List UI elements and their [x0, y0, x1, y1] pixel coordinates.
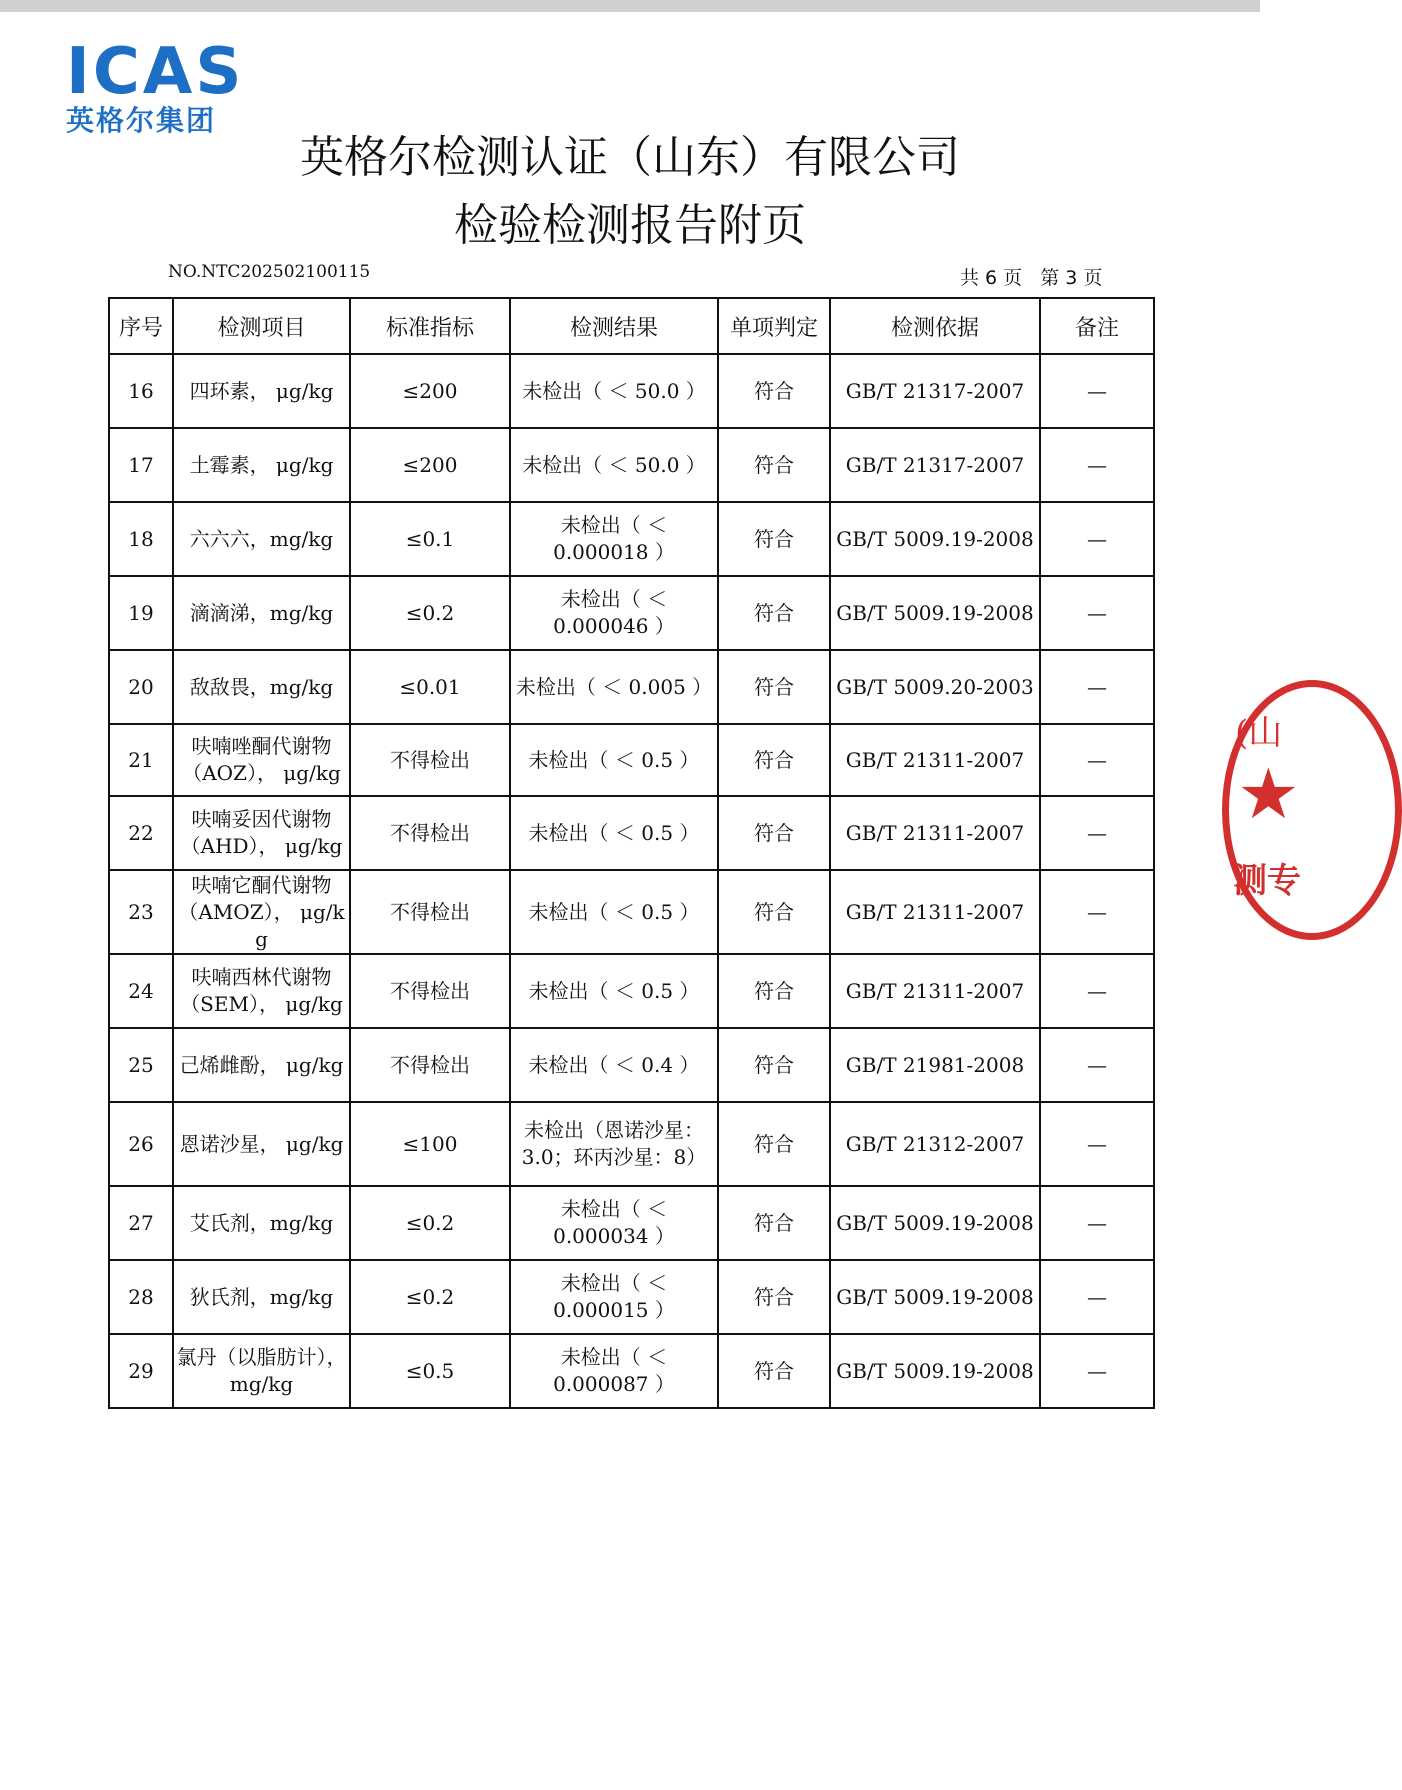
cell-item: 呋喃妥因代谢物（AHD）， μg/kg	[173, 796, 350, 870]
cell-judgement: 符合	[718, 354, 830, 428]
cell-note: —	[1040, 1186, 1154, 1260]
cell-item: 呋喃唑酮代谢物（AOZ）， μg/kg	[173, 724, 350, 796]
cell-standard: ≤100	[350, 1102, 510, 1186]
cell-note: —	[1040, 502, 1154, 576]
table-row	[109, 1028, 1154, 1102]
cell-item: 氯丹（以脂肪计），mg/kg	[173, 1334, 350, 1408]
cell-item: 狄氏剂，mg/kg	[173, 1260, 350, 1334]
cell-standard: ≤0.5	[350, 1334, 510, 1408]
table-row	[109, 502, 1154, 576]
cell-note: —	[1040, 724, 1154, 796]
cell-basis: GB/T 21317-2007	[830, 428, 1040, 502]
cell-basis: GB/T 5009.19-2008	[830, 1334, 1040, 1408]
cell-no: 20	[109, 650, 173, 724]
table-row	[109, 870, 1154, 954]
logo-mark: ICAS	[66, 35, 245, 109]
cell-item: 敌敌畏，mg/kg	[173, 650, 350, 724]
cell-item: 土霉素， μg/kg	[173, 428, 350, 502]
cell-no: 17	[109, 428, 173, 502]
cell-result: 未检出（ ＜ 50.0 ）	[510, 354, 718, 428]
cell-note: —	[1040, 576, 1154, 650]
cell-result: 未检出（ ＜ 0.005 ）	[510, 650, 718, 724]
cell-basis: GB/T 21311-2007	[830, 954, 1040, 1028]
page-total: 共 6 页	[960, 267, 1023, 289]
cell-basis: GB/T 5009.19-2008	[830, 576, 1040, 650]
cell-standard: ≤0.01	[350, 650, 510, 724]
header-item: 检测项目	[173, 298, 350, 354]
cell-no: 29	[109, 1334, 173, 1408]
cell-result: 未检出（ ＜ 0.5 ）	[510, 954, 718, 1028]
cell-judgement: 符合	[718, 1260, 830, 1334]
red-seal-stamp	[1222, 680, 1402, 940]
cell-item: 四环素， μg/kg	[173, 354, 350, 428]
cell-judgement: 符合	[718, 428, 830, 502]
cell-no: 18	[109, 502, 173, 576]
cell-judgement: 符合	[718, 502, 830, 576]
cell-result: 未检出（ ＜ 0.000015 ）	[510, 1260, 718, 1334]
cell-basis: GB/T 21981-2008	[830, 1028, 1040, 1102]
cell-judgement: 符合	[718, 870, 830, 954]
table-row	[109, 354, 1154, 428]
top-scroll-bar	[0, 0, 1260, 12]
cell-standard: 不得检出	[350, 796, 510, 870]
cell-no: 21	[109, 724, 173, 796]
header-basis: 检测依据	[830, 298, 1040, 354]
cell-item: 呋喃它酮代谢物（AMOZ）， μg/kg	[173, 870, 350, 954]
page-current: 第 3 页	[1040, 267, 1103, 289]
report-number: NO.NTC202502100115	[168, 262, 371, 282]
cell-basis: GB/T 21312-2007	[830, 1102, 1040, 1186]
cell-item: 六六六，mg/kg	[173, 502, 350, 576]
cell-no: 26	[109, 1102, 173, 1186]
company-title: 英格尔检测认证（山东）有限公司	[300, 132, 960, 183]
cell-basis: GB/T 5009.19-2008	[830, 502, 1040, 576]
header-note: 备注	[1040, 298, 1154, 354]
cell-result: 未检出（ ＜ 50.0 ）	[510, 428, 718, 502]
cell-no: 23	[109, 870, 173, 954]
header-result: 检测结果	[510, 298, 718, 354]
cell-basis: GB/T 21317-2007	[830, 354, 1040, 428]
page-info	[960, 263, 1114, 290]
header-standard: 标准指标	[350, 298, 510, 354]
cell-standard: 不得检出	[350, 870, 510, 954]
cell-item: 滴滴涕，mg/kg	[173, 576, 350, 650]
cell-note: —	[1040, 1028, 1154, 1102]
results-table	[108, 297, 1155, 1409]
cell-note: —	[1040, 428, 1154, 502]
cell-basis: GB/T 5009.20-2003	[830, 650, 1040, 724]
cell-result: 未检出（ ＜ 0.5 ）	[510, 870, 718, 954]
cell-standard: ≤0.2	[350, 1186, 510, 1260]
cell-basis: GB/T 21311-2007	[830, 870, 1040, 954]
star-icon: ★	[1237, 753, 1300, 835]
logo-subtitle: 英格尔集团	[66, 104, 217, 137]
cell-note: —	[1040, 650, 1154, 724]
cell-standard: 不得检出	[350, 724, 510, 796]
cell-basis: GB/T 5009.19-2008	[830, 1260, 1040, 1334]
cell-item: 艾氏剂，mg/kg	[173, 1186, 350, 1260]
table-row	[109, 576, 1154, 650]
cell-judgement: 符合	[718, 576, 830, 650]
header-judgement: 单项判定	[718, 298, 830, 354]
cell-note: —	[1040, 1102, 1154, 1186]
cell-standard: ≤0.2	[350, 1260, 510, 1334]
cell-result: 未检出（ ＜ 0.5 ）	[510, 796, 718, 870]
cell-judgement: 符合	[718, 1334, 830, 1408]
cell-standard: 不得检出	[350, 954, 510, 1028]
cell-no: 22	[109, 796, 173, 870]
cell-no: 19	[109, 576, 173, 650]
cell-item: 呋喃西林代谢物（SEM）， μg/kg	[173, 954, 350, 1028]
cell-result: 未检出（ ＜ 0.4 ）	[510, 1028, 718, 1102]
report-title: 检验检测报告附页	[454, 200, 806, 251]
cell-no: 25	[109, 1028, 173, 1102]
table-row	[109, 796, 1154, 870]
cell-standard: ≤200	[350, 354, 510, 428]
cell-result: 未检出（ ＜ 0.000018 ）	[510, 502, 718, 576]
cell-standard: ≤200	[350, 428, 510, 502]
cell-standard: ≤0.2	[350, 576, 510, 650]
cell-standard: 不得检出	[350, 1028, 510, 1102]
table-row	[109, 954, 1154, 1028]
cell-no: 27	[109, 1186, 173, 1260]
cell-basis: GB/T 5009.19-2008	[830, 1186, 1040, 1260]
cell-note: —	[1040, 1334, 1154, 1408]
stamp-text-middle: 测专	[1233, 861, 1301, 901]
cell-judgement: 符合	[718, 954, 830, 1028]
cell-basis: GB/T 21311-2007	[830, 724, 1040, 796]
table-row	[109, 428, 1154, 502]
stamp-text-top: (山	[1235, 713, 1283, 753]
cell-note: —	[1040, 1260, 1154, 1334]
icas-logo	[66, 35, 246, 140]
cell-result: 未检出（ ＜ 0.000087 ）	[510, 1334, 718, 1408]
cell-item: 己烯雌酚， μg/kg	[173, 1028, 350, 1102]
table-row	[109, 724, 1154, 796]
cell-note: —	[1040, 796, 1154, 870]
cell-no: 16	[109, 354, 173, 428]
cell-result: 未检出（恩诺沙星：3.0；环丙沙星：8）	[510, 1102, 718, 1186]
cell-judgement: 符合	[718, 1186, 830, 1260]
table-row	[109, 650, 1154, 724]
cell-no: 28	[109, 1260, 173, 1334]
cell-note: —	[1040, 870, 1154, 954]
table-header-row	[109, 298, 1154, 354]
header-no: 序号	[109, 298, 173, 354]
cell-judgement: 符合	[718, 1102, 830, 1186]
cell-judgement: 符合	[718, 724, 830, 796]
cell-note: —	[1040, 954, 1154, 1028]
cell-result: 未检出（ ＜ 0.000034 ）	[510, 1186, 718, 1260]
cell-note: —	[1040, 354, 1154, 428]
cell-result: 未检出（ ＜ 0.5 ）	[510, 724, 718, 796]
cell-standard: ≤0.1	[350, 502, 510, 576]
table-row	[109, 1102, 1154, 1186]
cell-judgement: 符合	[718, 650, 830, 724]
table-row	[109, 1260, 1154, 1334]
cell-no: 24	[109, 954, 173, 1028]
cell-judgement: 符合	[718, 796, 830, 870]
table-row	[109, 1186, 1154, 1260]
cell-item: 恩诺沙星， μg/kg	[173, 1102, 350, 1186]
cell-basis: GB/T 21311-2007	[830, 796, 1040, 870]
cell-result: 未检出（ ＜ 0.000046 ）	[510, 576, 718, 650]
cell-judgement: 符合	[718, 1028, 830, 1102]
table-row	[109, 1334, 1154, 1408]
